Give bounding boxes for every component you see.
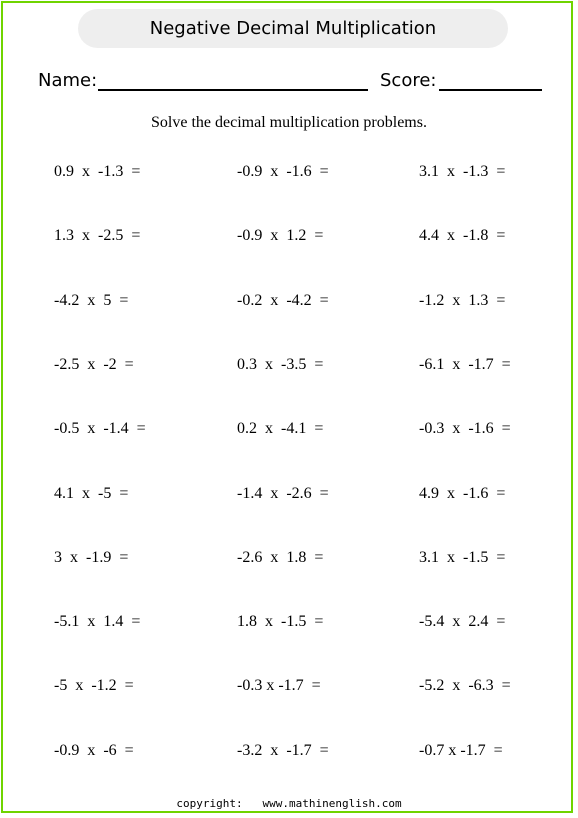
problem-3-3: -1.2 x 1.3 = xyxy=(419,292,506,309)
problem-4-1: -2.5 x -2 = xyxy=(54,356,134,373)
problem-1-1: 0.9 x -1.3 = xyxy=(54,163,141,180)
problem-3-1: -4.2 x 5 = xyxy=(54,292,129,309)
problem-10-1: -0.9 x -6 = xyxy=(54,742,134,759)
problem-6-1: 4.1 x -5 = xyxy=(54,485,129,502)
instructions: Solve the decimal multiplication problems. xyxy=(151,114,427,131)
worksheet-title xyxy=(78,9,508,48)
problem-8-1: -5.1 x 1.4 = xyxy=(54,613,141,630)
score-blank[interactable] xyxy=(439,89,542,91)
problem-5-2: 0.2 x -4.1 = xyxy=(237,420,324,437)
name-label: Name: xyxy=(38,70,98,91)
problem-8-3: -5.4 x 2.4 = xyxy=(419,613,506,630)
problem-7-2: -2.6 x 1.8 = xyxy=(237,549,324,566)
problem-3-2: -0.2 x -4.2 = xyxy=(237,292,329,309)
problem-8-2: 1.8 x -1.5 = xyxy=(237,613,324,630)
problem-2-3: 4.4 x -1.8 = xyxy=(419,227,506,244)
problem-10-3: -0.7 x -1.7 = xyxy=(419,742,503,759)
problem-2-1: 1.3 x -2.5 = xyxy=(54,227,141,244)
problem-9-3: -5.2 x -6.3 = xyxy=(419,677,511,694)
problem-2-2: -0.9 x 1.2 = xyxy=(237,227,324,244)
problem-9-2: -0.3 x -1.7 = xyxy=(237,677,321,694)
problem-7-1: 3 x -1.9 = xyxy=(54,549,129,566)
problem-4-2: 0.3 x -3.5 = xyxy=(237,356,324,373)
problem-5-1: -0.5 x -1.4 = xyxy=(54,420,146,437)
problem-6-2: -1.4 x -2.6 = xyxy=(237,485,329,502)
name-score-line xyxy=(38,68,543,94)
name-blank[interactable] xyxy=(98,89,368,91)
problem-1-3: 3.1 x -1.3 = xyxy=(419,163,506,180)
score-label: Score: xyxy=(380,70,437,91)
problem-7-3: 3.1 x -1.5 = xyxy=(419,549,506,566)
problem-5-3: -0.3 x -1.6 = xyxy=(419,420,511,437)
copyright-footer: copyright: www.mathinenglish.com xyxy=(176,797,402,810)
problem-4-3: -6.1 x -1.7 = xyxy=(419,356,511,373)
problem-1-2: -0.9 x -1.6 = xyxy=(237,163,329,180)
problem-9-1: -5 x -1.2 = xyxy=(54,677,134,694)
problem-6-3: 4.9 x -1.6 = xyxy=(419,485,506,502)
problem-10-2: -3.2 x -1.7 = xyxy=(237,742,329,759)
worksheet-title-text: Negative Decimal Multiplication xyxy=(149,18,437,39)
